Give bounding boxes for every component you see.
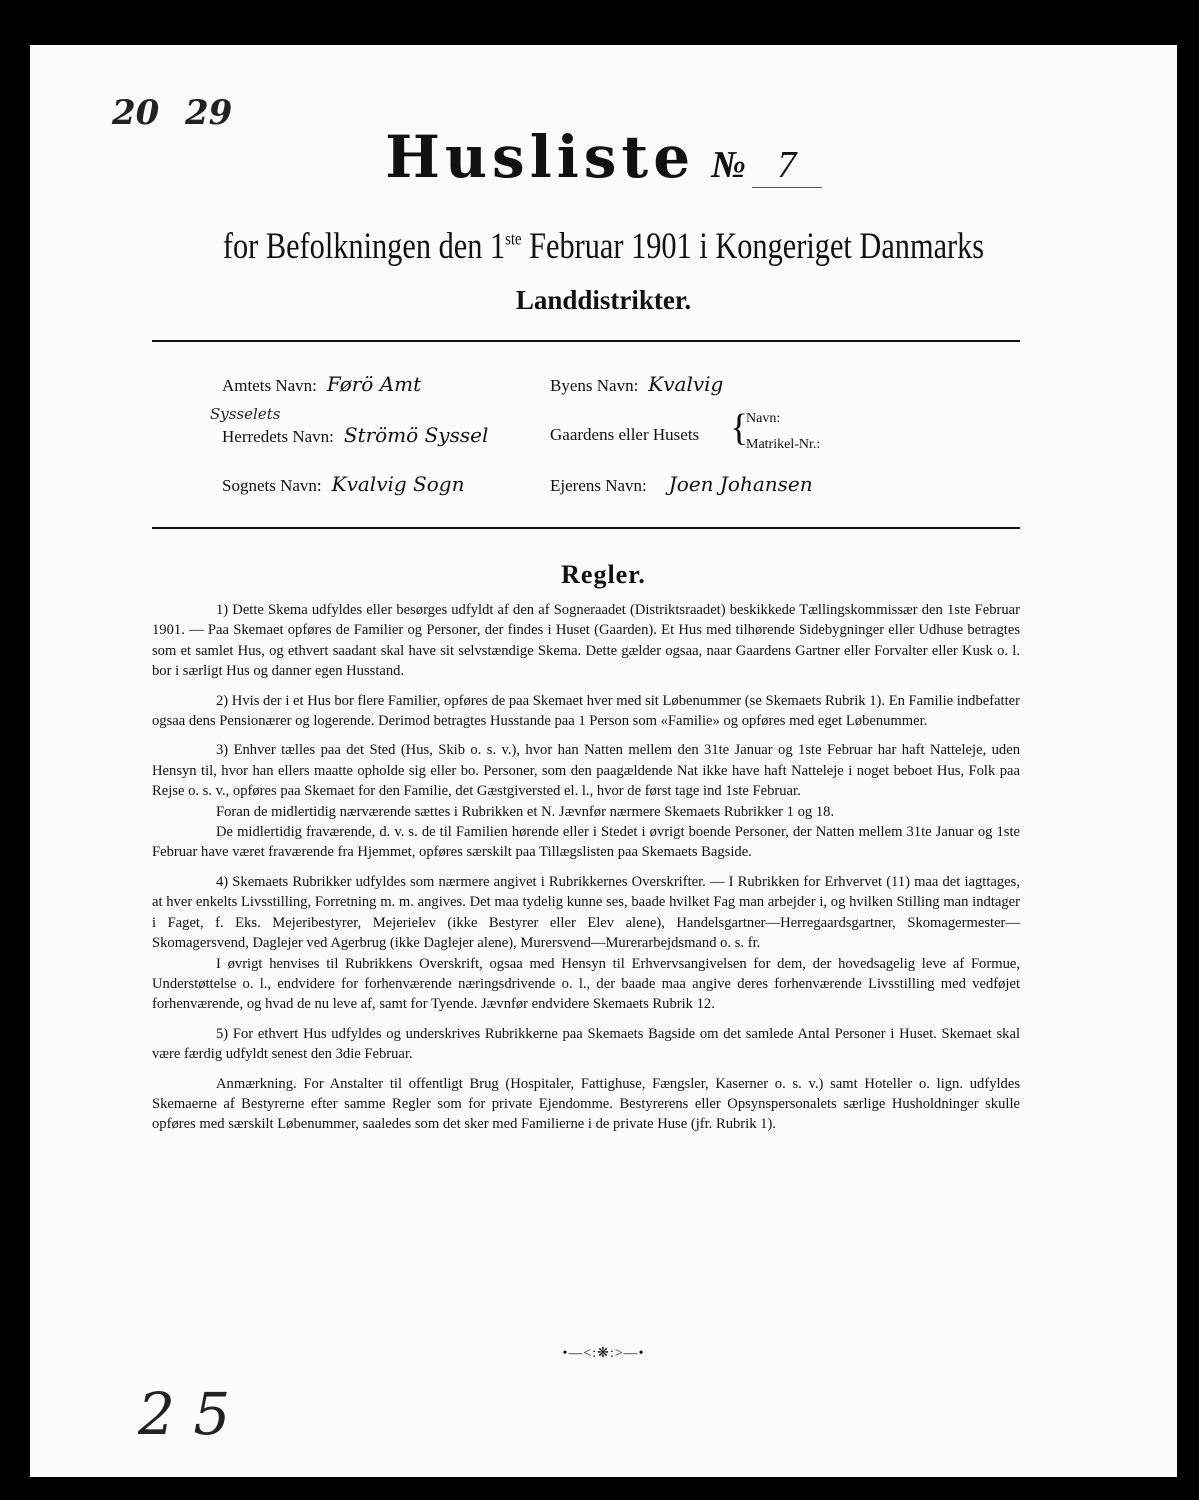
rule-3-foran: Foran de midlertidig nærværende sættes i Rubrikken et N. Jævnfør nærmere Skemaets Rubrikker 1 og 18.: [216, 803, 835, 820]
title-row: [30, 123, 1177, 191]
ejer-label: Ejerens Navn:: [550, 476, 647, 495]
herred-handwritten-overwrite: Sysselets: [210, 405, 281, 423]
rule-5: 5) For ethvert Hus udfyldes og underskrives Rubrikkerne paa Skemaets Bagside om det samlede Antal Personer i Huset. Skemaet skal være færdig udfyldt senest den 3die Februar.: [152, 1025, 1020, 1063]
top-divider: [152, 340, 1020, 342]
amt-label: Amtets Navn:: [222, 376, 317, 395]
matrikel-label: Matrikel-Nr.:: [746, 437, 821, 452]
navn-label: Navn:: [746, 411, 781, 426]
ornament-divider: •—<:❋:>—•: [562, 1346, 645, 1361]
rule-1: 1) Dette Skema udfyldes eller besørges udfyldt af den af Sogneraadet (Distriktsraadet) beskikkede Tællingskommissær den 1ste Februar 1901. — Paa Skemaet opføres de Familier og Personer, der findes i Huset (Gaarden). Et Hus med tilhørende Sidebygninger eller Udhuse betragtes som et samlet Hus, og ethvert saadant skal have sit selvstændige Skema. Dette gælder ogsaa, naar Gaardens Gartner eller Forvalter eller Kusk o. l. bor i særligt Hus og danner egen Husstand.: [152, 602, 1020, 680]
ejer-value: Joen Johansen: [668, 472, 813, 496]
ejer-field: [550, 472, 813, 496]
bottom-divider: [152, 527, 1020, 529]
rule-4: 4) Skemaets Rubrikker udfyldes som nærmere angivet i Rubrikkernes Overskrifter. — I Rubrikken for Erhvervet (11) maa det iagttages, at hver enkelts Livsstilling, Forretning m. m. angives. Det maa tydelig kunne ses, baade hvilket Fag man arbejder i, og hvilken Stilling man indtager i Faget, f. Eks. Mejeribestyrer, Mejerielev (ikke Bestyrer eller Elev alene), Handelsgartner—Herregaardsgartner, Skomagermester—Skomagersvend, Daglejer ved Agerbrug (ikke Daglejer alene), Murersvend—Murerarbejdsmand o. s. fr.: [152, 873, 1020, 952]
amt-field: [222, 372, 421, 396]
census-form-page: [30, 45, 1177, 1477]
rule-3: 3) Enhver tælles paa det Sted (Hus, Skib o. s. v.), hvor han Natten mellem den 31te Januar og 1ste Februar har haft Natteleje, uden Hensyn til, hvor han ellers maatte opholde sig eller bo. Personer, som den paagældende Nat ikke have haft Natteleje i noget beboet Hus, Folk paa Rejse o. s. v., opføres paa Skemaet for den Familie, det Gæstgiversted el. l., hvor de først tage ind 1ste Februar.: [152, 742, 1020, 800]
page-title: Husliste: [385, 123, 696, 191]
herred-value: Strömö Syssel: [343, 423, 489, 447]
archive-number-right: 29: [185, 93, 233, 133]
archive-number-left: 20: [112, 93, 160, 133]
subtitle-part1: for Befolkningen den 1: [222, 226, 506, 267]
rule-3-fravaerende: De midlertidig fraværende, d. v. s. de til Familien hørende eller i Stedet i øvrigt boende Personer, der Natten mellem 31te Januar og 1ste Februar have været fraværende fra Hjemmet, opføres særskilt paa Tillægslisten paa Skemaets Bagside.: [152, 824, 1020, 861]
sogn-field: [222, 472, 464, 496]
brace: {: [730, 407, 749, 449]
rule-2: 2) Hvis der i et Hus bor flere Familier, opføres de paa Skemaet hver med sit Løbenummer (se Skemaets Rubrik 1). En Familie indbefatter ogsaa dens Pensionærer og logerende. Derimod betragtes Husstande paa 1 Person som «Familie» og opføres med eget Løbenummer.: [152, 692, 1020, 730]
rules-heading: Regler.: [561, 560, 646, 589]
handwritten-count: 2 5: [138, 1380, 231, 1448]
rule-4-oevrigt: I øvrigt henvises til Rubrikkens Overskrift, ogsaa med Hensyn til Erhvervsangivelsen for dem, der hovedsagelig leve af Formue, Understøttelse o. l., endvidere for forhenværende næringsdrivende o. l., der baade maa angive deres forhenværende Livsstilling med vedføjet forhenværende, og hvad de nu leve af, samt for Tyende. Jævnfør endvidere Skemaets Rubrik 12.: [152, 955, 1020, 1013]
herred-label: Herredets Navn:: [222, 427, 334, 446]
annotation-note: Anmærkning. For Anstalter til offentligt Brug (Hospitaler, Fattighuse, Fængsler, Kaserner o. s. v.) samt Hoteller o. lign. udfyldes Skemaerne af Bestyrerne efter samme Regler som for private Ejendomme. Bestyrerens eller Opsynspersonalets særlige Husholdninger skulle opføres med særskilt Løbenummer, saaledes som det sker med Familierne i de private Huse (jfr. Rubrik 1).: [152, 1075, 1020, 1133]
sogn-value: Kvalvig Sogn: [331, 472, 465, 496]
gaard-field: [550, 425, 699, 445]
subtitle-part2: Februar 1901 i Kongeriget Danmarks: [521, 226, 985, 267]
amt-value: Førö Amt: [326, 372, 422, 396]
sogn-label: Sognets Navn:: [222, 476, 322, 495]
list-number: 7: [752, 143, 822, 188]
subtitle-sup: ste: [505, 228, 522, 249]
by-label: Byens Navn:: [550, 376, 639, 395]
number-label: №: [711, 144, 746, 186]
gaard-label: Gaardens eller Husets: [550, 425, 700, 444]
subtitle: [133, 225, 1074, 268]
rules-body: [152, 600, 1020, 1144]
by-value: Kvalvig: [648, 372, 724, 396]
herred-field: [222, 423, 488, 447]
district-heading: Landdistrikter.: [515, 285, 692, 315]
by-field: [550, 372, 723, 396]
